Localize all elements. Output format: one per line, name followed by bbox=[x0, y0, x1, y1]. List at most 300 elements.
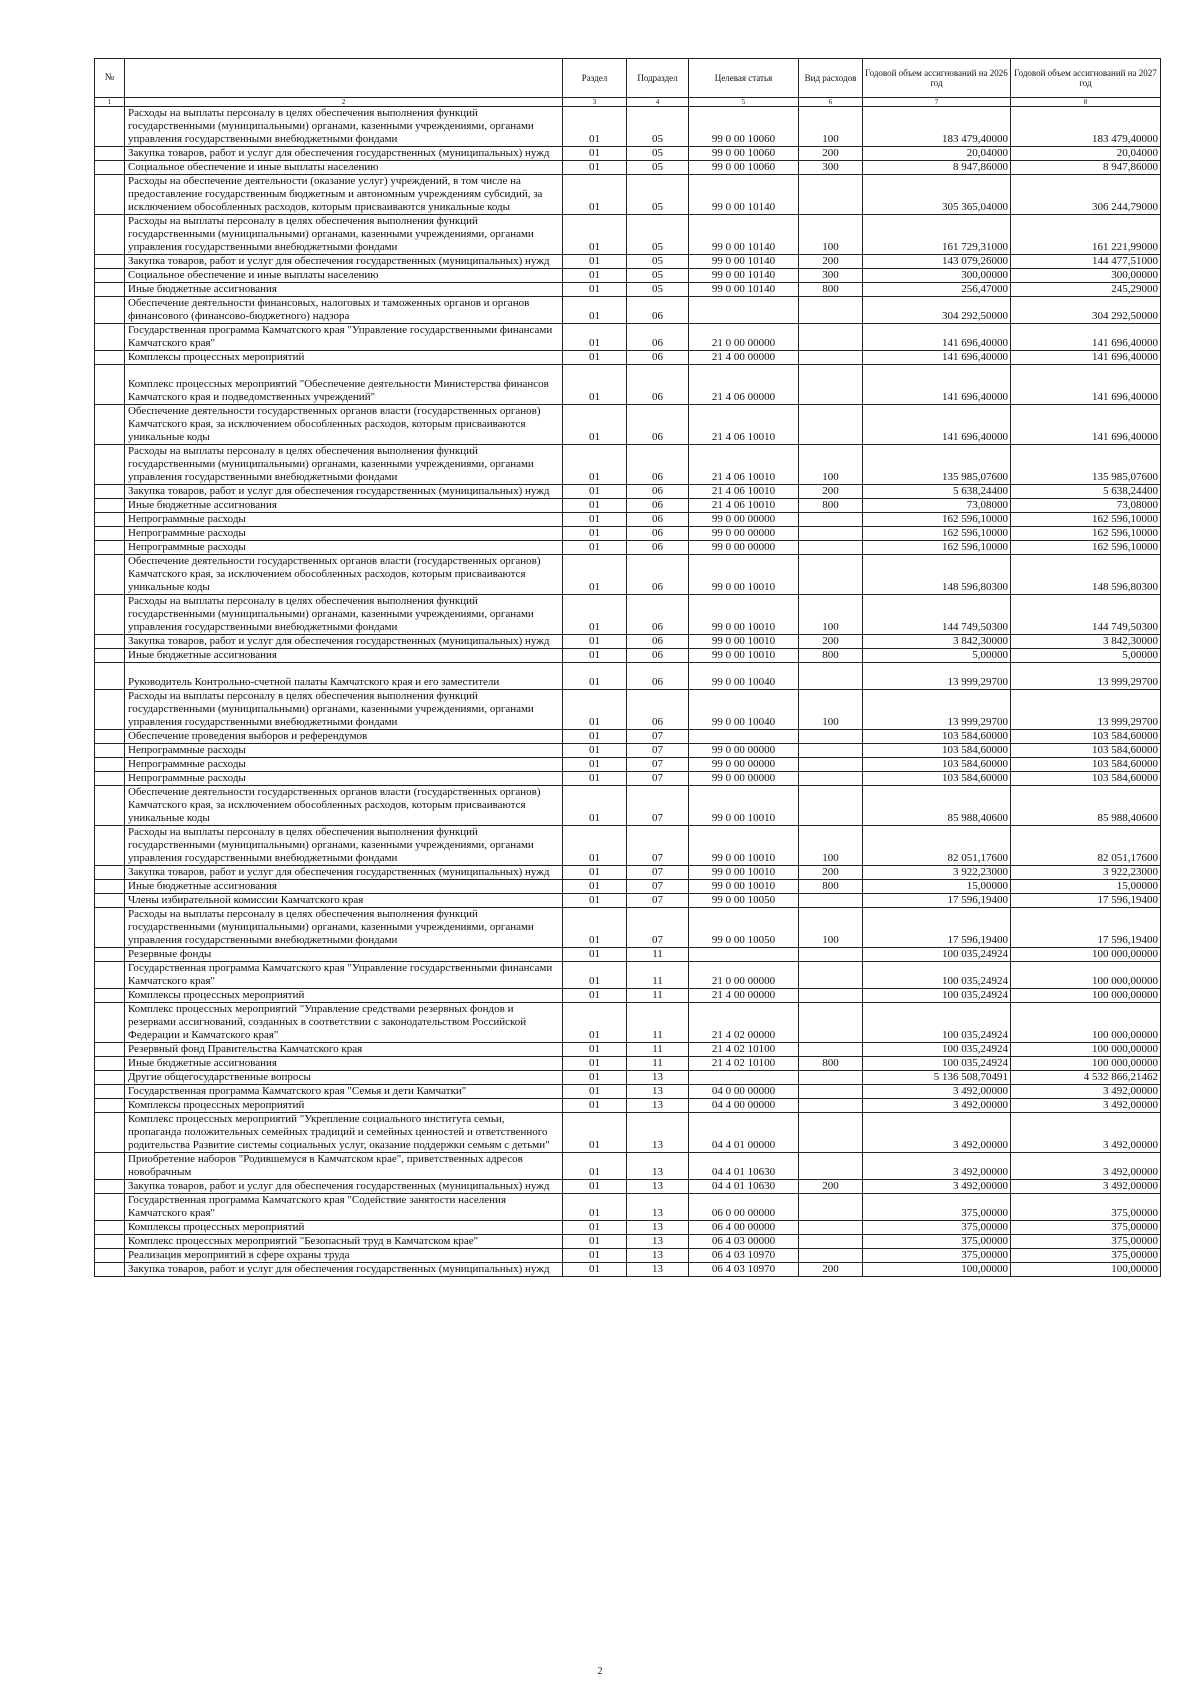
row-volume-2027-cell: 100 000,00000 bbox=[1011, 1057, 1161, 1071]
row-name-cell: Расходы на выплаты персоналу в целях обеспечения выполнения функций государственными (муниципальными) органами, казенными учреждениями, органами управления государственными внебюджетными фондами bbox=[125, 908, 563, 948]
row-expense-type-cell bbox=[799, 513, 863, 527]
row-expense-type-cell: 800 bbox=[799, 283, 863, 297]
row-name-cell: Социальное обеспечение и иные выплаты населению bbox=[125, 269, 563, 283]
row-volume-2027-cell: 162 596,10000 bbox=[1011, 541, 1161, 555]
row-target-article-cell: 99 0 00 10040 bbox=[689, 690, 799, 730]
row-target-article-cell: 99 0 00 10140 bbox=[689, 283, 799, 297]
row-name-cell: Комплекс процессных мероприятий "Безопасный труд в Камчатском крае" bbox=[125, 1235, 563, 1249]
row-razdel-cell: 01 bbox=[563, 1263, 627, 1277]
row-number-cell bbox=[95, 866, 125, 880]
row-volume-2027-cell: 17 596,19400 bbox=[1011, 894, 1161, 908]
row-target-article-cell: 99 0 00 10140 bbox=[689, 269, 799, 283]
budget-table-container bbox=[94, 58, 1160, 1277]
row-number-cell bbox=[95, 513, 125, 527]
row-target-article-cell: 06 0 00 00000 bbox=[689, 1194, 799, 1221]
row-volume-2027-cell: 3 492,00000 bbox=[1011, 1113, 1161, 1153]
table-row bbox=[95, 1085, 1161, 1099]
row-volume-2027-cell: 100 000,00000 bbox=[1011, 1043, 1161, 1057]
row-number-cell bbox=[95, 595, 125, 635]
row-target-article-cell: 99 0 00 10050 bbox=[689, 894, 799, 908]
row-volume-2026-cell: 5,00000 bbox=[863, 649, 1011, 663]
row-razdel-cell: 01 bbox=[563, 1194, 627, 1221]
header-volume-2027: Годовой объем ассигнований на 2027 год bbox=[1011, 59, 1161, 98]
row-razdel-cell: 01 bbox=[563, 1249, 627, 1263]
row-name-cell: Резервные фонды bbox=[125, 948, 563, 962]
row-podrazdel-cell: 11 bbox=[627, 1043, 689, 1057]
row-volume-2027-cell: 141 696,40000 bbox=[1011, 324, 1161, 351]
row-volume-2026-cell: 100 035,24924 bbox=[863, 948, 1011, 962]
row-expense-type-cell: 100 bbox=[799, 595, 863, 635]
table-row bbox=[95, 297, 1161, 324]
row-expense-type-cell bbox=[799, 948, 863, 962]
row-expense-type-cell bbox=[799, 962, 863, 989]
table-row bbox=[95, 908, 1161, 948]
row-expense-type-cell bbox=[799, 744, 863, 758]
row-name-cell: Государственная программа Камчатского края "Содействие занятости населения Камчатского края" bbox=[125, 1194, 563, 1221]
row-expense-type-cell bbox=[799, 786, 863, 826]
row-volume-2027-cell: 20,04000 bbox=[1011, 147, 1161, 161]
row-volume-2027-cell: 100 000,00000 bbox=[1011, 989, 1161, 1003]
row-name-cell: Иные бюджетные ассигнования bbox=[125, 880, 563, 894]
row-volume-2027-cell: 245,29000 bbox=[1011, 283, 1161, 297]
row-expense-type-cell: 100 bbox=[799, 908, 863, 948]
row-number-cell bbox=[95, 989, 125, 1003]
row-volume-2026-cell: 375,00000 bbox=[863, 1249, 1011, 1263]
row-expense-type-cell: 100 bbox=[799, 107, 863, 147]
row-number-cell bbox=[95, 541, 125, 555]
table-row bbox=[95, 161, 1161, 175]
row-target-article-cell: 04 4 01 10630 bbox=[689, 1153, 799, 1180]
row-name-cell: Комплекс процессных мероприятий "Управление средствами резервных фондов и резервами ассигнований, созданных в соответствии с законодательством Российской Федерации и Камчатского края" bbox=[125, 1003, 563, 1043]
row-podrazdel-cell: 07 bbox=[627, 908, 689, 948]
row-volume-2027-cell: 103 584,60000 bbox=[1011, 744, 1161, 758]
row-razdel-cell: 01 bbox=[563, 365, 627, 405]
row-number-cell bbox=[95, 1071, 125, 1085]
row-razdel-cell: 01 bbox=[563, 527, 627, 541]
row-number-cell bbox=[95, 485, 125, 499]
row-name-cell: Комплексы процессных мероприятий bbox=[125, 1099, 563, 1113]
row-expense-type-cell: 800 bbox=[799, 499, 863, 513]
row-number-cell bbox=[95, 175, 125, 215]
row-razdel-cell: 01 bbox=[563, 499, 627, 513]
row-target-article-cell: 99 0 00 00000 bbox=[689, 541, 799, 555]
row-expense-type-cell: 800 bbox=[799, 649, 863, 663]
header-number: № bbox=[95, 59, 125, 98]
row-razdel-cell: 01 bbox=[563, 772, 627, 786]
row-number-cell bbox=[95, 1153, 125, 1180]
row-target-article-cell bbox=[689, 948, 799, 962]
row-expense-type-cell bbox=[799, 1221, 863, 1235]
row-volume-2026-cell: 100 035,24924 bbox=[863, 962, 1011, 989]
row-expense-type-cell bbox=[799, 1071, 863, 1085]
row-volume-2027-cell: 100 000,00000 bbox=[1011, 962, 1161, 989]
table-row bbox=[95, 107, 1161, 147]
row-name-cell: Члены избирательной комиссии Камчатского края bbox=[125, 894, 563, 908]
row-target-article-cell: 99 0 00 00000 bbox=[689, 758, 799, 772]
row-number-cell bbox=[95, 1043, 125, 1057]
row-razdel-cell: 01 bbox=[563, 324, 627, 351]
row-target-article-cell: 21 4 06 00000 bbox=[689, 365, 799, 405]
row-volume-2026-cell: 20,04000 bbox=[863, 147, 1011, 161]
row-number-cell bbox=[95, 758, 125, 772]
row-volume-2026-cell: 3 842,30000 bbox=[863, 635, 1011, 649]
row-razdel-cell: 01 bbox=[563, 555, 627, 595]
row-number-cell bbox=[95, 1003, 125, 1043]
row-podrazdel-cell: 07 bbox=[627, 772, 689, 786]
row-target-article-cell: 99 0 00 10060 bbox=[689, 107, 799, 147]
row-volume-2026-cell: 141 696,40000 bbox=[863, 405, 1011, 445]
row-volume-2026-cell: 100 035,24924 bbox=[863, 1003, 1011, 1043]
row-name-cell: Обеспечение деятельности финансовых, налоговых и таможенных органов и органов финансового (финансово-бюджетного) надзора bbox=[125, 297, 563, 324]
row-volume-2027-cell: 13 999,29700 bbox=[1011, 690, 1161, 730]
column-number: 3 bbox=[563, 98, 627, 107]
table-row bbox=[95, 730, 1161, 744]
row-razdel-cell: 01 bbox=[563, 1153, 627, 1180]
table-row bbox=[95, 1071, 1161, 1085]
row-number-cell bbox=[95, 215, 125, 255]
row-razdel-cell: 01 bbox=[563, 786, 627, 826]
row-target-article-cell: 99 0 00 10060 bbox=[689, 161, 799, 175]
row-expense-type-cell bbox=[799, 1235, 863, 1249]
table-row bbox=[95, 147, 1161, 161]
table-row bbox=[95, 989, 1161, 1003]
row-name-cell: Обеспечение проведения выборов и референдумов bbox=[125, 730, 563, 744]
row-name-cell: Комплексы процессных мероприятий bbox=[125, 1221, 563, 1235]
table-row bbox=[95, 1221, 1161, 1235]
row-expense-type-cell: 200 bbox=[799, 485, 863, 499]
row-number-cell bbox=[95, 1113, 125, 1153]
row-volume-2027-cell: 135 985,07600 bbox=[1011, 445, 1161, 485]
table-row bbox=[95, 663, 1161, 690]
row-volume-2026-cell: 100,00000 bbox=[863, 1263, 1011, 1277]
row-expense-type-cell bbox=[799, 730, 863, 744]
row-name-cell: Расходы на выплаты персоналу в целях обеспечения выполнения функций государственными (муниципальными) органами, казенными учреждениями, органами управления государственными внебюджетными фондами bbox=[125, 690, 563, 730]
row-podrazdel-cell: 07 bbox=[627, 880, 689, 894]
row-razdel-cell: 01 bbox=[563, 1057, 627, 1071]
row-podrazdel-cell: 06 bbox=[627, 405, 689, 445]
row-volume-2026-cell: 17 596,19400 bbox=[863, 894, 1011, 908]
header-volume-2026: Годовой объем ассигнований на 2026 год bbox=[863, 59, 1011, 98]
row-expense-type-cell bbox=[799, 1153, 863, 1180]
table-row bbox=[95, 1113, 1161, 1153]
row-number-cell bbox=[95, 107, 125, 147]
row-expense-type-cell bbox=[799, 663, 863, 690]
row-name-cell: Закупка товаров, работ и услуг для обеспечения государственных (муниципальных) нужд bbox=[125, 866, 563, 880]
row-podrazdel-cell: 13 bbox=[627, 1085, 689, 1099]
table-row bbox=[95, 405, 1161, 445]
row-name-cell: Комплекс процессных мероприятий "Укрепление социального института семьи, пропаганда положительных семейных традиций и семейных ценностей и ответственного родительства Развитие системы социальных услуг, оказание поддержки семьям с детьми" bbox=[125, 1113, 563, 1153]
row-expense-type-cell: 100 bbox=[799, 690, 863, 730]
row-volume-2026-cell: 103 584,60000 bbox=[863, 772, 1011, 786]
row-expense-type-cell bbox=[799, 175, 863, 215]
row-volume-2026-cell: 73,08000 bbox=[863, 499, 1011, 513]
row-number-cell bbox=[95, 1249, 125, 1263]
row-podrazdel-cell: 13 bbox=[627, 1071, 689, 1085]
row-expense-type-cell: 800 bbox=[799, 880, 863, 894]
row-number-cell bbox=[95, 555, 125, 595]
row-volume-2026-cell: 375,00000 bbox=[863, 1221, 1011, 1235]
row-target-article-cell: 99 0 00 10050 bbox=[689, 908, 799, 948]
row-volume-2026-cell: 141 696,40000 bbox=[863, 351, 1011, 365]
table-row bbox=[95, 1194, 1161, 1221]
row-razdel-cell: 01 bbox=[563, 1003, 627, 1043]
row-podrazdel-cell: 05 bbox=[627, 283, 689, 297]
row-volume-2027-cell: 3 922,23000 bbox=[1011, 866, 1161, 880]
row-name-cell: Расходы на обеспечение деятельности (оказание услуг) учреждений, в том числе на предоставление государственным бюджетным и автономным учреждениям субсидий, за исключением обособленных расходов, которым присваиваются уникальные коды bbox=[125, 175, 563, 215]
row-volume-2026-cell: 143 079,26000 bbox=[863, 255, 1011, 269]
row-target-article-cell: 99 0 00 00000 bbox=[689, 744, 799, 758]
row-target-article-cell: 06 4 03 10970 bbox=[689, 1263, 799, 1277]
page-number: 2 bbox=[597, 1666, 603, 1677]
row-podrazdel-cell: 13 bbox=[627, 1221, 689, 1235]
row-podrazdel-cell: 13 bbox=[627, 1153, 689, 1180]
row-number-cell bbox=[95, 690, 125, 730]
row-name-cell: Обеспечение деятельности государственных органов власти (государственных органов) Камчатского края, за исключением обособленных расходов, которым присваиваются уникальные коды bbox=[125, 555, 563, 595]
row-target-article-cell: 99 0 00 10060 bbox=[689, 147, 799, 161]
row-volume-2026-cell: 3 492,00000 bbox=[863, 1180, 1011, 1194]
row-name-cell: Другие общегосударственные вопросы bbox=[125, 1071, 563, 1085]
row-number-cell bbox=[95, 269, 125, 283]
row-razdel-cell: 01 bbox=[563, 894, 627, 908]
row-expense-type-cell bbox=[799, 541, 863, 555]
row-target-article-cell: 21 4 06 10010 bbox=[689, 405, 799, 445]
table-row bbox=[95, 1263, 1161, 1277]
row-volume-2027-cell: 15,00000 bbox=[1011, 880, 1161, 894]
row-volume-2026-cell: 162 596,10000 bbox=[863, 541, 1011, 555]
row-target-article-cell: 99 0 00 10010 bbox=[689, 595, 799, 635]
row-podrazdel-cell: 06 bbox=[627, 541, 689, 555]
row-razdel-cell: 01 bbox=[563, 826, 627, 866]
row-name-cell: Государственная программа Камчатского края "Управление государственными финансами Камчатского края" bbox=[125, 324, 563, 351]
row-expense-type-cell: 100 bbox=[799, 215, 863, 255]
row-razdel-cell: 01 bbox=[563, 297, 627, 324]
row-razdel-cell: 01 bbox=[563, 161, 627, 175]
row-volume-2027-cell: 103 584,60000 bbox=[1011, 730, 1161, 744]
row-number-cell bbox=[95, 445, 125, 485]
row-volume-2026-cell: 85 988,40600 bbox=[863, 786, 1011, 826]
row-volume-2027-cell: 17 596,19400 bbox=[1011, 908, 1161, 948]
row-podrazdel-cell: 07 bbox=[627, 826, 689, 866]
row-volume-2027-cell: 5 638,24400 bbox=[1011, 485, 1161, 499]
row-name-cell: Резервный фонд Правительства Камчатского края bbox=[125, 1043, 563, 1057]
row-number-cell bbox=[95, 948, 125, 962]
row-podrazdel-cell: 06 bbox=[627, 649, 689, 663]
row-razdel-cell: 01 bbox=[563, 595, 627, 635]
row-volume-2026-cell: 3 492,00000 bbox=[863, 1113, 1011, 1153]
row-volume-2027-cell: 8 947,86000 bbox=[1011, 161, 1161, 175]
row-name-cell: Непрограммные расходы bbox=[125, 541, 563, 555]
row-volume-2026-cell: 300,00000 bbox=[863, 269, 1011, 283]
row-target-article-cell: 21 0 00 00000 bbox=[689, 962, 799, 989]
row-volume-2027-cell: 148 596,80300 bbox=[1011, 555, 1161, 595]
row-razdel-cell: 01 bbox=[563, 513, 627, 527]
column-number: 8 bbox=[1011, 98, 1161, 107]
table-row bbox=[95, 1003, 1161, 1043]
row-expense-type-cell bbox=[799, 351, 863, 365]
row-podrazdel-cell: 13 bbox=[627, 1235, 689, 1249]
row-name-cell: Руководитель Контрольно-счетной палаты Камчатского края и его заместители bbox=[125, 663, 563, 690]
row-razdel-cell: 01 bbox=[563, 107, 627, 147]
table-row bbox=[95, 1153, 1161, 1180]
row-name-cell: Обеспечение деятельности государственных органов власти (государственных органов) Камчатского края, за исключением обособленных расходов, которым присваиваются уникальные коды bbox=[125, 786, 563, 826]
table-row bbox=[95, 880, 1161, 894]
row-expense-type-cell bbox=[799, 894, 863, 908]
row-expense-type-cell: 200 bbox=[799, 1263, 863, 1277]
row-volume-2026-cell: 375,00000 bbox=[863, 1235, 1011, 1249]
row-name-cell: Закупка товаров, работ и услуг для обеспечения государственных (муниципальных) нужд bbox=[125, 1263, 563, 1277]
row-volume-2027-cell: 3 492,00000 bbox=[1011, 1180, 1161, 1194]
row-volume-2026-cell: 161 729,31000 bbox=[863, 215, 1011, 255]
row-volume-2026-cell: 103 584,60000 bbox=[863, 758, 1011, 772]
row-volume-2026-cell: 3 492,00000 bbox=[863, 1099, 1011, 1113]
row-razdel-cell: 01 bbox=[563, 445, 627, 485]
row-volume-2026-cell: 3 492,00000 bbox=[863, 1153, 1011, 1180]
row-number-cell bbox=[95, 255, 125, 269]
row-podrazdel-cell: 06 bbox=[627, 527, 689, 541]
row-volume-2027-cell: 82 051,17600 bbox=[1011, 826, 1161, 866]
row-number-cell bbox=[95, 161, 125, 175]
row-number-cell bbox=[95, 365, 125, 405]
row-number-cell bbox=[95, 1099, 125, 1113]
row-target-article-cell: 21 0 00 00000 bbox=[689, 324, 799, 351]
row-target-article-cell bbox=[689, 1071, 799, 1085]
row-volume-2027-cell: 100 000,00000 bbox=[1011, 948, 1161, 962]
table-row bbox=[95, 445, 1161, 485]
row-name-cell: Иные бюджетные ассигнования bbox=[125, 499, 563, 513]
row-volume-2027-cell: 183 479,40000 bbox=[1011, 107, 1161, 147]
row-podrazdel-cell: 06 bbox=[627, 445, 689, 485]
row-expense-type-cell bbox=[799, 1249, 863, 1263]
row-razdel-cell: 01 bbox=[563, 269, 627, 283]
row-name-cell: Государственная программа Камчатского края "Семья и дети Камчатки" bbox=[125, 1085, 563, 1099]
row-volume-2026-cell: 162 596,10000 bbox=[863, 513, 1011, 527]
table-row bbox=[95, 635, 1161, 649]
row-podrazdel-cell: 06 bbox=[627, 351, 689, 365]
row-volume-2027-cell: 3 492,00000 bbox=[1011, 1085, 1161, 1099]
row-volume-2026-cell: 13 999,29700 bbox=[863, 663, 1011, 690]
row-razdel-cell: 01 bbox=[563, 1071, 627, 1085]
table-row bbox=[95, 175, 1161, 215]
row-target-article-cell: 06 4 03 10970 bbox=[689, 1249, 799, 1263]
row-volume-2027-cell: 375,00000 bbox=[1011, 1235, 1161, 1249]
row-podrazdel-cell: 06 bbox=[627, 365, 689, 405]
row-expense-type-cell bbox=[799, 1085, 863, 1099]
row-expense-type-cell: 300 bbox=[799, 269, 863, 283]
row-volume-2027-cell: 161 221,99000 bbox=[1011, 215, 1161, 255]
row-volume-2026-cell: 13 999,29700 bbox=[863, 690, 1011, 730]
row-volume-2027-cell: 100,00000 bbox=[1011, 1263, 1161, 1277]
row-target-article-cell: 99 0 00 10140 bbox=[689, 215, 799, 255]
table-row bbox=[95, 541, 1161, 555]
row-podrazdel-cell: 07 bbox=[627, 744, 689, 758]
table-row bbox=[95, 1057, 1161, 1071]
column-number: 4 bbox=[627, 98, 689, 107]
table-row bbox=[95, 485, 1161, 499]
row-name-cell: Иные бюджетные ассигнования bbox=[125, 283, 563, 297]
row-razdel-cell: 01 bbox=[563, 215, 627, 255]
row-podrazdel-cell: 06 bbox=[627, 690, 689, 730]
row-name-cell: Комплекс процессных мероприятий "Обеспечение деятельности Министерства финансов Камчатского края и подведомственных учреждений" bbox=[125, 365, 563, 405]
row-razdel-cell: 01 bbox=[563, 1221, 627, 1235]
row-volume-2027-cell: 304 292,50000 bbox=[1011, 297, 1161, 324]
row-target-article-cell: 21 4 06 10010 bbox=[689, 499, 799, 513]
row-number-cell bbox=[95, 1194, 125, 1221]
row-expense-type-cell bbox=[799, 365, 863, 405]
table-row bbox=[95, 1235, 1161, 1249]
row-podrazdel-cell: 11 bbox=[627, 989, 689, 1003]
row-volume-2026-cell: 144 749,50300 bbox=[863, 595, 1011, 635]
row-target-article-cell: 99 0 00 10010 bbox=[689, 649, 799, 663]
row-number-cell bbox=[95, 147, 125, 161]
row-razdel-cell: 01 bbox=[563, 730, 627, 744]
table-row bbox=[95, 786, 1161, 826]
row-number-cell bbox=[95, 1221, 125, 1235]
row-volume-2027-cell: 100 000,00000 bbox=[1011, 1003, 1161, 1043]
row-volume-2026-cell: 304 292,50000 bbox=[863, 297, 1011, 324]
table-row bbox=[95, 269, 1161, 283]
header-name bbox=[125, 59, 563, 98]
row-volume-2026-cell: 100 035,24924 bbox=[863, 1057, 1011, 1071]
table-row bbox=[95, 826, 1161, 866]
table-row bbox=[95, 215, 1161, 255]
row-volume-2026-cell: 8 947,86000 bbox=[863, 161, 1011, 175]
row-target-article-cell: 21 4 00 00000 bbox=[689, 989, 799, 1003]
header-razdel: Раздел bbox=[563, 59, 627, 98]
row-target-article-cell: 99 0 00 10010 bbox=[689, 555, 799, 595]
row-volume-2026-cell: 5 136 508,70491 bbox=[863, 1071, 1011, 1085]
row-podrazdel-cell: 05 bbox=[627, 107, 689, 147]
row-target-article-cell: 04 4 01 10630 bbox=[689, 1180, 799, 1194]
header-target-article: Целевая статья bbox=[689, 59, 799, 98]
row-name-cell: Иные бюджетные ассигнования bbox=[125, 1057, 563, 1071]
row-name-cell: Расходы на выплаты персоналу в целях обеспечения выполнения функций государственными (муниципальными) органами, казенными учреждениями, органами управления государственными внебюджетными фондами bbox=[125, 595, 563, 635]
row-volume-2027-cell: 162 596,10000 bbox=[1011, 513, 1161, 527]
row-number-cell bbox=[95, 826, 125, 866]
table-row bbox=[95, 527, 1161, 541]
row-volume-2026-cell: 375,00000 bbox=[863, 1194, 1011, 1221]
row-name-cell: Закупка товаров, работ и услуг для обеспечения государственных (муниципальных) нужд bbox=[125, 485, 563, 499]
row-name-cell: Приобретение наборов "Родившемуся в Камчатском крае", приветственных адресов новобрачным bbox=[125, 1153, 563, 1180]
row-volume-2027-cell: 13 999,29700 bbox=[1011, 663, 1161, 690]
row-expense-type-cell: 200 bbox=[799, 635, 863, 649]
row-volume-2027-cell: 3 492,00000 bbox=[1011, 1153, 1161, 1180]
row-target-article-cell: 21 4 02 00000 bbox=[689, 1003, 799, 1043]
row-number-cell bbox=[95, 730, 125, 744]
row-expense-type-cell: 800 bbox=[799, 1057, 863, 1071]
row-expense-type-cell bbox=[799, 772, 863, 786]
row-podrazdel-cell: 06 bbox=[627, 499, 689, 513]
row-target-article-cell: 04 0 00 00000 bbox=[689, 1085, 799, 1099]
row-name-cell: Расходы на выплаты персоналу в целях обеспечения выполнения функций государственными (муниципальными) органами, казенными учреждениями, органами управления государственными внебюджетными фондами bbox=[125, 215, 563, 255]
row-name-cell: Реализация мероприятий в сфере охраны труда bbox=[125, 1249, 563, 1263]
table-row bbox=[95, 744, 1161, 758]
row-volume-2027-cell: 141 696,40000 bbox=[1011, 351, 1161, 365]
row-podrazdel-cell: 06 bbox=[627, 513, 689, 527]
table-row bbox=[95, 1249, 1161, 1263]
row-volume-2027-cell: 141 696,40000 bbox=[1011, 405, 1161, 445]
row-razdel-cell: 01 bbox=[563, 908, 627, 948]
row-number-cell bbox=[95, 499, 125, 513]
row-name-cell: Закупка товаров, работ и услуг для обеспечения государственных (муниципальных) нужд bbox=[125, 255, 563, 269]
table-row bbox=[95, 1099, 1161, 1113]
row-podrazdel-cell: 06 bbox=[627, 324, 689, 351]
row-number-cell bbox=[95, 880, 125, 894]
table-body bbox=[95, 107, 1161, 1277]
row-podrazdel-cell: 07 bbox=[627, 758, 689, 772]
row-target-article-cell: 06 4 00 00000 bbox=[689, 1221, 799, 1235]
row-expense-type-cell bbox=[799, 1194, 863, 1221]
header-row bbox=[95, 59, 1161, 98]
